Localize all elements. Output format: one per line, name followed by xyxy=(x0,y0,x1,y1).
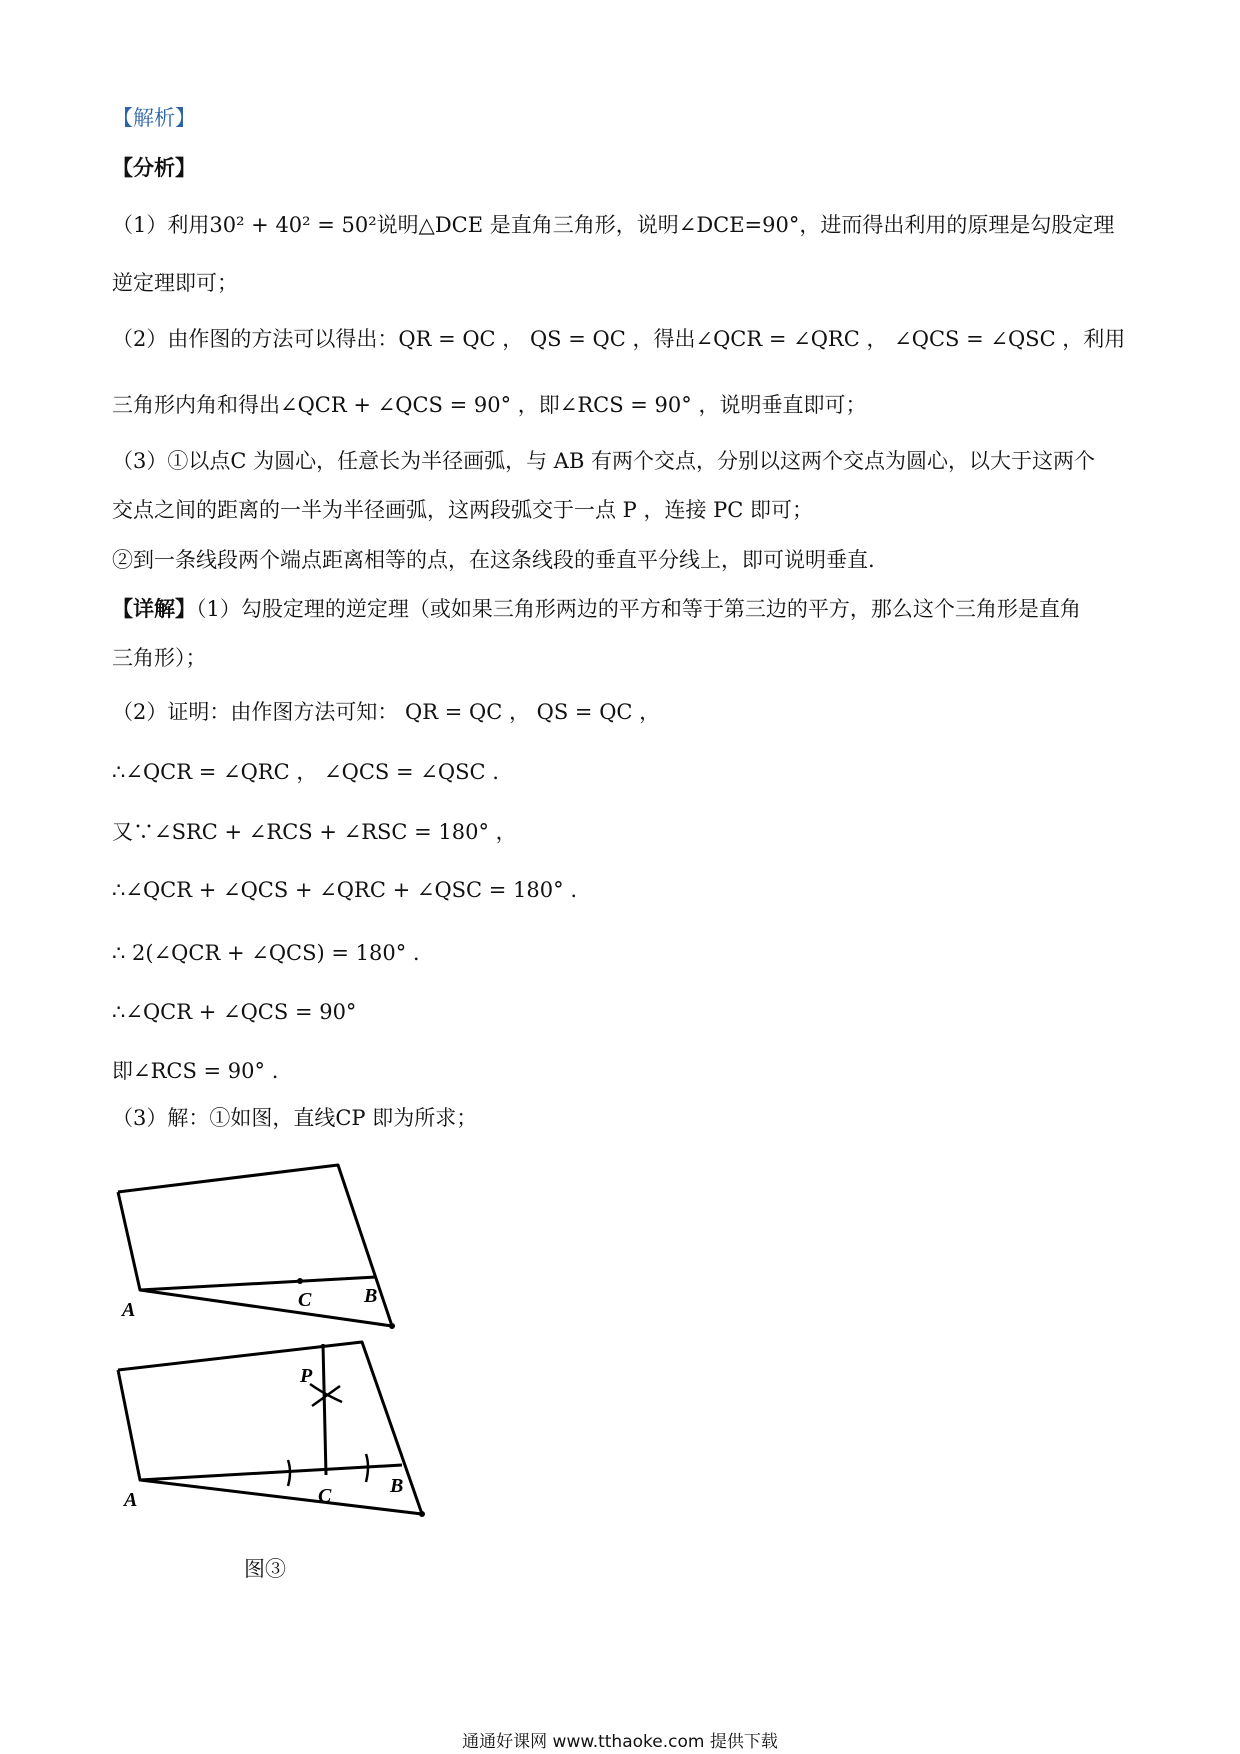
figure-1-label-b: B xyxy=(364,1285,378,1307)
heading-jiexi: 【解析】 xyxy=(112,106,196,130)
detail-p3: （3）解：①如图，直线CP 即为所求； xyxy=(112,1106,478,1130)
detail-p1-text: （1）勾股定理的逆定理（或如果三角形两边的平方和等于第三边的平方，那么这个三角形是直角 xyxy=(196,597,1081,621)
figure-caption: 图③ xyxy=(244,1557,286,1581)
proof-step-6: 即∠RCS = 90° . xyxy=(112,1059,279,1083)
figure-1 xyxy=(100,1150,420,1330)
analysis-p3-line1: （3）①以点C 为圆心，任意长为半径画弧，与 AB 有两个交点，分别以这两个交点为圆心，以大于这两个 xyxy=(112,449,1096,473)
figure-1-vertex-dot xyxy=(389,1323,395,1329)
figure-2-line-cp xyxy=(323,1344,326,1475)
analysis-p2-line1: （2）由作图的方法可以得出：QR = QC ， QS = QC ，得出∠QCR = ∠QRC ， ∠QCS = ∠QSC ，利用 xyxy=(112,327,1126,351)
heading-fenxi: 【分析】 xyxy=(112,155,196,180)
detail-label: 【详解】 xyxy=(112,596,196,621)
proof-step-5: ∴∠QCR + ∠QCS = 90° xyxy=(112,1000,357,1024)
figure-2-vertex-dot xyxy=(419,1511,425,1517)
analysis-p1-line2: 逆定理即可； xyxy=(112,271,238,295)
analysis-p1-line1: （1）利用30² + 40² = 50²说明△DCE 是直角三角形，说明∠DCE=90°，进而得出利用的原理是勾股定理 xyxy=(112,213,1115,237)
detail-p1-line1 xyxy=(112,594,1132,624)
analysis-p2-line2: 三角形内角和得出∠QCR + ∠QCS = 90° ，即∠RCS = 90° ，说明垂直即可； xyxy=(112,393,867,417)
figure-1-segment-ab xyxy=(140,1277,376,1290)
detail-p1-line2: 三角形）； xyxy=(112,646,207,670)
figure-2-label-b: B xyxy=(390,1475,404,1497)
figure-1-label-c: C xyxy=(298,1289,312,1311)
figure-2-label-a: A xyxy=(124,1489,138,1511)
figure-1-point-c xyxy=(297,1278,303,1284)
proof-step-1: ∴∠QCR = ∠QRC ， ∠QCS = ∠QSC . xyxy=(112,760,499,784)
figure-2-label-c: C xyxy=(318,1485,332,1507)
figure-2-label-p: P xyxy=(300,1365,313,1387)
figure-2 xyxy=(100,1330,440,1530)
figure-2-segment-ab xyxy=(140,1465,402,1480)
figure-1-outline xyxy=(118,1165,392,1326)
analysis-p3-line3: ②到一条线段两个端点距离相等的点，在这条线段的垂直平分线上，即可说明垂直. xyxy=(112,548,875,572)
proof-step-3: ∴∠QCR + ∠QCS + ∠QRC + ∠QSC = 180° . xyxy=(112,878,577,902)
figure-1-label-a: A xyxy=(122,1299,136,1321)
analysis-p3-line2: 交点之间的距离的一半为半径画弧，这两段弧交于一点 P ，连接 PC 即可； xyxy=(112,498,814,522)
figure-2-outline xyxy=(118,1342,422,1514)
footer-text: 通通好课网 www.tthaoke.com 提供下载 xyxy=(462,1732,778,1752)
detail-p2: （2）证明：由作图方法可知： QR = QC ， QS = QC ， xyxy=(112,700,661,724)
proof-step-4: ∴ 2(∠QCR + ∠QCS) = 180° . xyxy=(112,941,420,965)
proof-step-2: 又∵∠SRC + ∠RCS + ∠RSC = 180° ， xyxy=(112,820,517,844)
